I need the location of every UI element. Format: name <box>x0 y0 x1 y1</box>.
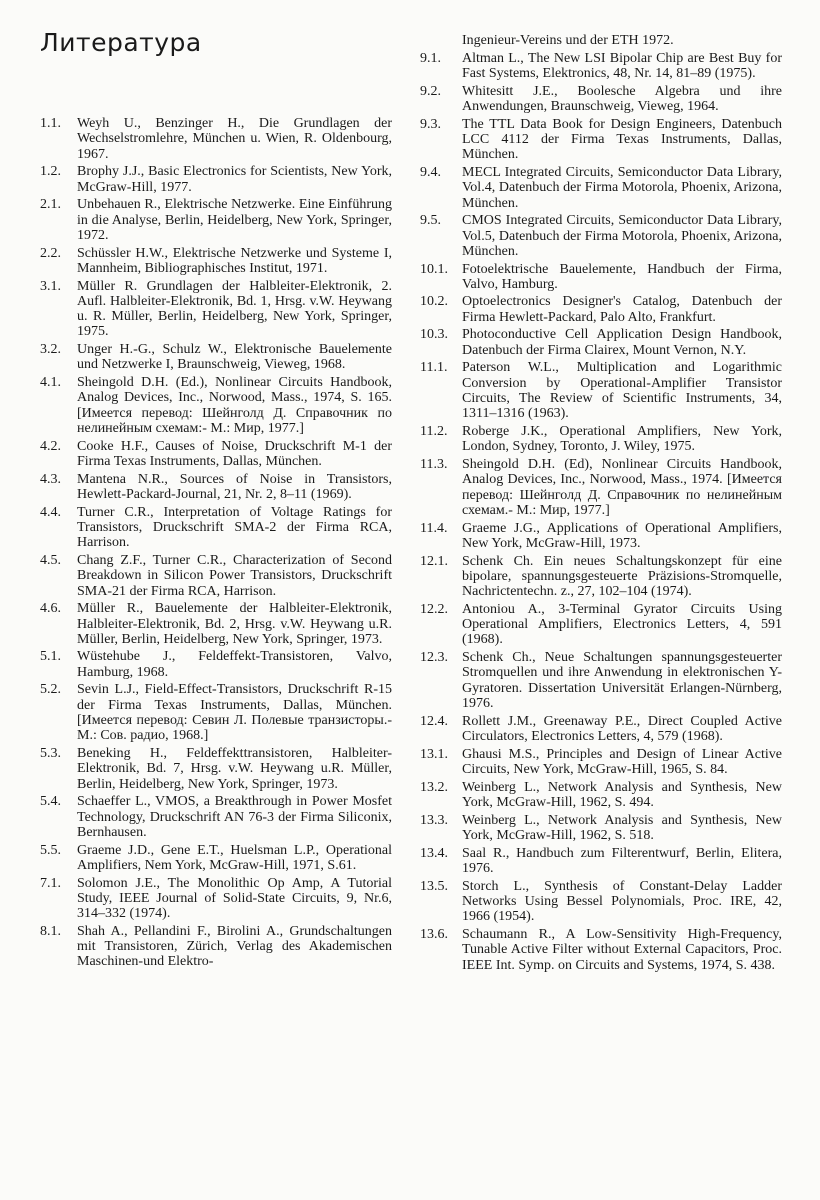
reference-item <box>40 843 392 874</box>
reference-item <box>40 279 392 340</box>
reference-text: Chang Z.F., Turner C.R., Characterization of Second Breakdown in Silicon Power Transistors, Druckschrift SMA-21 der Firma RCA, Harrison. <box>77 552 392 599</box>
reference-number: 10.2. <box>420 294 448 310</box>
reference-text: Fotoelektrische Bauelemente, Handbuch der Firma, Valvo, Hamburg. <box>462 261 782 292</box>
reference-item <box>40 553 392 599</box>
reference-number: 5.4. <box>40 794 61 810</box>
reference-text: Graeme J.G., Applications of Operational Amplifiers, New York, McGraw-Hill, 1973. <box>462 520 782 551</box>
reference-item <box>420 165 782 211</box>
reference-item <box>420 780 782 811</box>
reference-number: 12.4. <box>420 713 448 729</box>
reference-number: 9.4. <box>420 164 441 180</box>
reference-text: Schaeffer L., VMOS, a Breakthrough in Power Mosfet Technology, Druckschrift AN 76-3 der Firma Siliconix, Bernhausen. <box>77 794 392 840</box>
reference-item <box>420 457 782 518</box>
reference-item <box>420 602 782 648</box>
reference-item <box>420 879 782 925</box>
reference-item <box>420 213 782 259</box>
reference-text: Weyh U., Benzinger H., Die Grundlagen der Wechselstromlehre, München u. Wien, R. Oldenbourg, 1967. <box>77 116 392 162</box>
reference-text: Müller R. Grundlagen der Halbleiter-Elektronik, 2. Aufl. Halbleiter-Elektronik, Bd. 1, Hrsg. v.W. Heywang u. R. Müller, Berlin, Heidelberg, New York, Springer, 1975. <box>77 278 392 340</box>
reference-number: 4.3. <box>40 471 61 487</box>
reference-number: 5.3. <box>40 746 61 762</box>
reference-item <box>40 375 392 436</box>
reference-item <box>40 794 392 840</box>
reference-item <box>40 246 392 277</box>
reference-item <box>40 197 392 243</box>
reference-item <box>420 813 782 844</box>
reference-text: Roberge J.K., Operational Amplifiers, New York, London, Sydney, Toronto, J. Wiley, 1975. <box>462 424 782 455</box>
reference-text: Unger H.-G., Schulz W., Elektronische Bauelemente und Netzwerke I, Braunschweig, Vieweg, 1968. <box>77 342 392 373</box>
reference-number: 13.5. <box>420 878 448 894</box>
reference-item <box>420 747 782 778</box>
reference-text: Müller R., Bauelemente der Halbleiter-Elektronik, Halbleiter-Elektronik, Bd. 2, Hrsg. v.W. Heywang u.R. Müller, Berlin, Heidelberg, New York, Springer, 1973. <box>77 601 392 647</box>
reference-text: Rollett J.M., Greenaway P.E., Direct Coupled Active Circulators, Electronics Letters, 4, 579 (1968). <box>462 713 782 745</box>
reference-number: 1.2. <box>40 164 61 180</box>
reference-item <box>40 472 392 503</box>
reference-number: 3.2. <box>40 342 61 358</box>
continuation-text: Ingenieur-Vereins und der ETH 1972. <box>462 33 674 48</box>
right-column <box>420 33 782 975</box>
reference-item <box>40 876 392 922</box>
reference-text: Whitesitt J.E., Boolesche Algebra und ihre Anwendungen, Braunschweig, Vieweg, 1964. <box>462 83 782 114</box>
reference-text: Schaumann R., A Low-Sensitivity High-Frequency, Tunable Active Filter without External Capacitors, Proc. IEEE Int. Symp. on Circuits and Systems, 1974, S. 438. <box>462 926 782 973</box>
reference-number: 4.2. <box>40 438 61 454</box>
reference-number: 9.3. <box>420 116 441 132</box>
reference-number: 9.2. <box>420 83 441 99</box>
reference-item <box>420 117 782 163</box>
reference-item <box>420 846 782 877</box>
reference-text: Sheingold D.H. (Ed), Nonlinear Circuits Handbook, Analog Devices, Inc., Norwood, Mass., 1974. [Имеется перевод: Шейнголд Д. Справочник по нелинейным схемам.- М.: Мир, 1977.] <box>462 457 782 518</box>
reference-text: Solomon J.E., The Monolithic Op Amp, A Tutorial Study, IEEE Journal of Solid-State Circuits, 9, Nr.6, 314–332 (1974). <box>77 875 392 922</box>
reference-number: 12.3. <box>420 650 448 666</box>
reference-text: Optoelectronics Designer's Catalog, Datenbuch der Firma Hewlett-Packard, Palo Alto, Frankfurt. <box>462 294 782 325</box>
reference-text: Unbehauen R., Elektrische Netzwerke. Eine Einführung in die Analyse, Berlin, Heidelberg, New York, Springer, 1972. <box>77 197 392 243</box>
reference-number: 11.1. <box>420 360 448 376</box>
reference-number: 13.3. <box>420 812 448 828</box>
reference-number: 4.4. <box>40 504 61 520</box>
reference-text: Storch L., Synthesis of Constant-Delay Ladder Networks Using Bessel Polynomials, Proc. IRE, 42, 1966 (1954). <box>462 878 782 925</box>
reference-number: 12.2. <box>420 601 448 617</box>
reference-text: Ghausi M.S., Principles and Design of Linear Active Circuits, New York, McGraw-Hill, 1965, S. 84. <box>462 746 782 777</box>
reference-text: Saal R., Handbuch zum Filterentwurf, Berlin, Elitera, 1976. <box>462 845 782 876</box>
reference-item <box>420 84 782 115</box>
reference-text: Paterson W.L., Multiplication and Logarithmic Conversion by Operational-Amplifier Transistor Circuits, The Review of Scientific Instruments, 34, 1311–1316 (1963). <box>462 360 782 422</box>
reference-item <box>420 554 782 600</box>
reference-number: 5.2. <box>40 682 61 698</box>
reference-number: 9.1. <box>420 50 441 66</box>
reference-text: Shah A., Pellandini F., Birolini A., Grundschaltungen mit Transistoren, Zürich, Verlag des Akademischen Maschinen-und Elektro- <box>77 923 392 970</box>
reference-item <box>40 505 392 551</box>
reference-text: Photoconductive Cell Application Design Handbook, Datenbuch der Firma Clairex, Mount Vernon, N.Y. <box>462 327 782 358</box>
reference-item <box>40 164 392 195</box>
reference-text: Schüssler H.W., Elektrische Netzwerke und Systeme I, Mannheim, Bibliographisches Institut, 1971. <box>77 245 392 276</box>
reference-item <box>420 650 782 711</box>
reference-text: Turner C.R., Interpretation of Voltage Ratings for Transistors, Druckschrift SMA-2 der Firma RCA, Harrison. <box>77 504 392 551</box>
reference-number: 1.1. <box>40 116 61 131</box>
reference-number: 13.4. <box>420 845 448 861</box>
reference-item <box>40 649 392 680</box>
reference-text: Mantena N.R., Sources of Noise in Transistors, Hewlett-Packard-Journal, 21, Nr. 2, 8–11 (1969). <box>77 471 392 502</box>
reference-text: Cooke H.F., Causes of Noise, Druckschrift M-1 der Firma Texas Instruments, Dallas, München. <box>77 438 392 469</box>
reference-item <box>420 521 782 552</box>
reference-text: Sevin L.J., Field-Effect-Transistors, Druckschrift R-15 der Firma Texas Instruments, Dallas, München. [Имеется перевод: Севин Л. Полевые транзисторы.- М.: Сов. радио, 1968.] <box>77 682 392 744</box>
reference-item <box>420 327 782 358</box>
reference-item <box>420 294 782 325</box>
reference-text: The TTL Data Book for Design Engineers, Datenbuch LCC 4112 der Firma Texas Instruments, Dallas, München. <box>462 116 782 163</box>
reference-text: MECL Integrated Circuits, Semiconductor Data Library, Vol.4, Datenbuch der Firma Motorola, Phoenix, Arizona, München. <box>462 164 782 211</box>
reference-number: 4.5. <box>40 552 61 568</box>
reference-text: Altman L., The New LSI Bipolar Chip are Best Buy for Fast Systems, Elektronics, 48, Nr. 14, 81–89 (1975). <box>462 50 782 81</box>
reference-text: Weinberg L., Network Analysis and Synthesis, New York, McGraw-Hill, 1962, S. 494. <box>462 779 782 810</box>
reference-text: Brophy J.J., Basic Electronics for Scientists, New York, McGraw-Hill, 1977. <box>77 164 392 195</box>
left-column <box>40 116 392 972</box>
reference-number: 11.3. <box>420 457 448 473</box>
reference-text: Beneking H., Feldeffekttransistoren, Halbleiter-Elektronik, Bd. 7, Hrsg. v.W. Heywang u.R. Müller, Berlin, Heidelberg, New York, Springer, 1973. <box>77 746 392 792</box>
reference-number: 10.1. <box>420 261 448 277</box>
reference-text: Antoniou A., 3-Terminal Gyrator Circuits Using Operational Amplifiers, Electronics Letters, 4, 591 (1968). <box>462 601 782 648</box>
reference-number: 12.1. <box>420 553 448 569</box>
reference-number: 2.1. <box>40 197 61 213</box>
reference-number: 13.1. <box>420 746 448 762</box>
reference-item <box>40 924 392 970</box>
reference-number: 10.3. <box>420 327 448 343</box>
reference-text: CMOS Integrated Circuits, Semiconductor Data Library, Vol.5, Datenbuch der Firma Motorola, Phoenix, Arizona, München. <box>462 213 782 259</box>
reference-item <box>420 51 782 82</box>
reference-number: 11.4. <box>420 520 448 536</box>
reference-number: 9.5. <box>420 213 441 229</box>
reference-item <box>40 116 392 162</box>
reference-item <box>40 682 392 743</box>
reference-number: 4.1. <box>40 375 61 391</box>
reference-item <box>420 714 782 745</box>
reference-item <box>420 927 782 973</box>
reference-item <box>40 746 392 792</box>
reference-item <box>420 424 782 455</box>
reference-number: 8.1. <box>40 923 61 939</box>
reference-number: 7.1. <box>40 875 61 891</box>
reference-text: Weinberg L., Network Analysis and Synthesis, New York, McGraw-Hill, 1962, S. 518. <box>462 812 782 843</box>
reference-number: 2.2. <box>40 245 61 261</box>
reference-text: Wüstehube J., Feldeffekt-Transistoren, Valvo, Hamburg, 1968. <box>77 649 392 680</box>
reference-number: 4.6. <box>40 601 61 617</box>
reference-number: 5.5. <box>40 842 61 858</box>
reference-number: 3.1. <box>40 278 61 294</box>
reference-number: 13.2. <box>420 779 448 795</box>
reference-item <box>420 262 782 293</box>
reference-text: Graeme J.D., Gene E.T., Huelsman L.P., Operational Amplifiers, Nem York, McGraw-Hill, 1971, S.61. <box>77 842 392 873</box>
reference-number: 13.6. <box>420 926 448 942</box>
reference-text: Sheingold D.H. (Ed.), Nonlinear Circuits Handbook, Analog Devices, Inc., Norwood, Mass., 1974, S. 165. [Имеется перевод: Шейнголд Д. Справочник по нелинейным схемам:- М.: Мир, 1977.] <box>77 375 392 436</box>
reference-item <box>420 360 782 421</box>
page-title: Литература <box>40 28 202 57</box>
reference-number: 11.2. <box>420 424 448 440</box>
reference-number: 5.1. <box>40 649 61 665</box>
reference-text: Schenk Ch. Ein neues Schaltungskonzept für eine bipolare, spannungsgesteuerte Präzisions-Stromquelle, Nachrictentechn. z., 27, 102–104 (1974). <box>462 553 782 600</box>
reference-item <box>40 601 392 647</box>
reference-item <box>40 342 392 373</box>
reference-text: Schenk Ch., Neue Schaltungen spannungsgesteuerter Stromquellen und ihre Anwendung in elektronischen Y-Gyratoren. Dissertation Universität Erlangen-Nürnberg, 1976. <box>462 650 782 712</box>
reference-item <box>40 439 392 470</box>
